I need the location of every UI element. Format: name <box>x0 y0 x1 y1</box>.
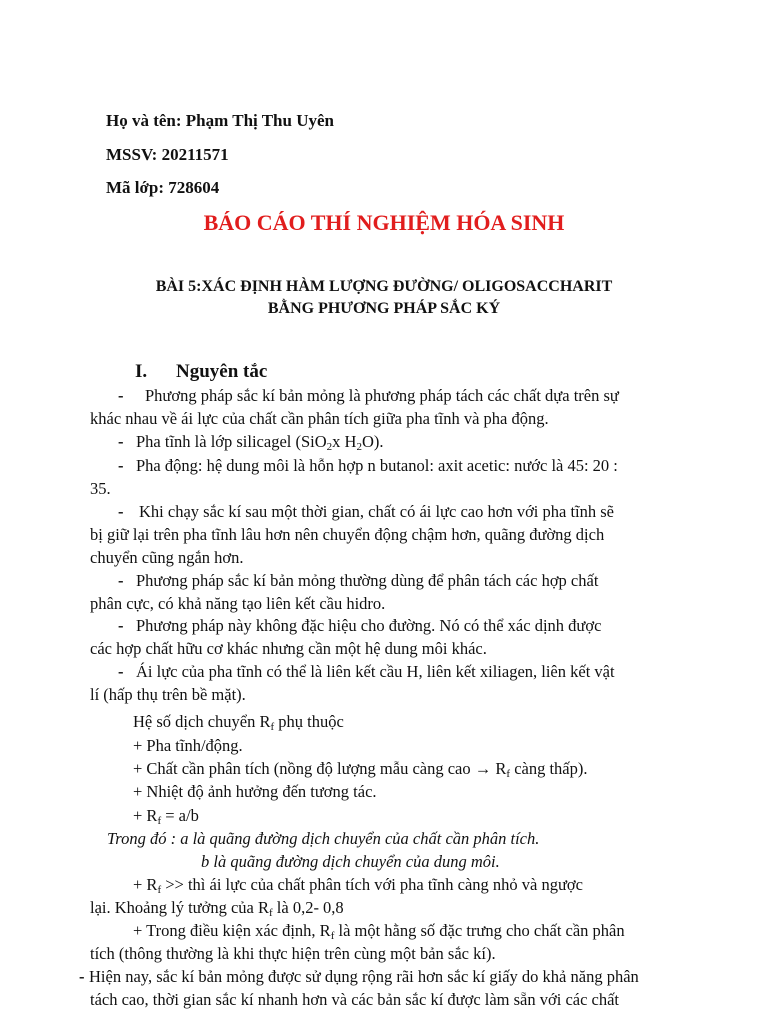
formula-definition: Trong đó : a là quãng đường dịch chuyển của chất cần phân tích. <box>107 829 540 848</box>
bullet-marker: - <box>118 432 124 451</box>
class-code: Mã lớp: 728604 <box>106 178 220 197</box>
bullet-marker: - <box>79 967 85 986</box>
rf-intro: Hệ số dịch chuyển $R_f$ phụ thuộc <box>133 712 344 733</box>
paragraph-line: Phương pháp này không đặc hiệu cho đường. Nó có thể xác dịnh được <box>136 616 602 635</box>
bullet-marker: - <box>118 386 124 405</box>
rf-item: + Nhiệt độ ảnh hưởng đến tương tác. <box>133 782 377 801</box>
paragraph-line: Phương pháp sắc kí bản mỏng thường dùng để phân tách các hợp chất <box>136 571 599 590</box>
paragraph-line: Ái lực của pha tĩnh có thể là liên kết cầu H, liên kết xiliagen, liên kết vật <box>136 662 615 681</box>
paragraph-line: bị giữ lại trên pha tĩnh lâu hơn nên chuyển động chậm hơn, quãng đường dịch <box>90 525 605 544</box>
bullet-marker: - <box>118 502 124 521</box>
paragraph-line: lí (hấp thụ trên bề mặt). <box>90 685 246 704</box>
bullet-marker: - <box>118 662 124 681</box>
section-title: Nguyên tắc <box>176 361 268 382</box>
lab-title-line-1: BÀI 5:XÁC ĐỊNH HÀM LƯỢNG ĐƯỜNG/ OLIGOSACCHARIT <box>155 278 613 295</box>
lab-title-line-2: BẰNG PHƯƠNG PHÁP SẮC KÝ <box>267 300 501 317</box>
section-number: I. <box>135 361 148 382</box>
student-id: MSSV: 20211571 <box>106 145 229 164</box>
rf-item: + $R_f$ >> thì ái lực của chất phân tích với pha tĩnh càng nhỏ và ngược <box>133 875 583 896</box>
paragraph-line: phân cực, có khả năng tạo liên kết cầu hidro. <box>90 594 386 613</box>
paragraph-line: Pha tĩnh là lớp silicagel (SiO$_2$x $H_2O$). <box>136 432 384 453</box>
paragraph-line: Hiện nay, sắc kí bản mỏng được sử dụng rộng rãi hơn sắc kí giấy do khả năng phân <box>89 967 639 986</box>
rf-item: + Chất cần phân tích (nồng độ lượng mẫu càng cao → $R_f$ càng thấp). <box>133 759 588 780</box>
paragraph-line: Khi chạy sắc kí sau một thời gian, chất có ái lực cao hơn với pha tĩnh sẽ <box>139 502 614 521</box>
rf-item: + Pha tĩnh/động. <box>133 736 243 755</box>
student-name: Họ và tên: Phạm Thị Thu Uyên <box>106 111 334 130</box>
paragraph-line: Pha động: hệ dung môi là hỗn hợp n butanol: axit acetic: nước là 45: 20 : <box>136 456 618 475</box>
report-title: BÁO CÁO THÍ NGHIỆM HÓA SINH <box>203 210 565 235</box>
paragraph-line: Phương pháp sắc kí bản mỏng là phương pháp tách các chất dựa trên sự <box>145 386 619 405</box>
paragraph-line: khác nhau về ái lực của chất cần phân tích giữa pha tĩnh và pha động. <box>90 409 549 428</box>
rf-item-cont: tích (thông thường là khi thực hiện trên cùng một bản sắc kí). <box>90 944 496 963</box>
bullet-marker: - <box>118 571 124 590</box>
paragraph-line: 35. <box>90 479 111 498</box>
paragraph-line: tách cao, thời gian sắc kí nhanh hơn và các bản sắc kí được làm sẵn với các chất <box>90 990 620 1009</box>
rf-formula: + $R_f = a/b$ <box>133 806 199 827</box>
paragraph-line: chuyển cũng ngắn hơn. <box>90 548 244 567</box>
rf-item-cont: lại. Khoảng lý tưởng của $R_f$ là 0,2- 0,8 <box>90 898 344 919</box>
rf-item: + Trong điều kiện xác định, $R_f$ là một hằng số đặc trưng cho chất cần phân <box>133 921 625 942</box>
paragraph-line: các hợp chất hữu cơ khác nhưng cần một hệ dung môi khác. <box>90 639 487 658</box>
bullet-marker: - <box>118 616 124 635</box>
bullet-marker: - <box>118 456 124 475</box>
formula-definition: b là quãng đường dịch chuyển của dung môi. <box>201 852 500 871</box>
